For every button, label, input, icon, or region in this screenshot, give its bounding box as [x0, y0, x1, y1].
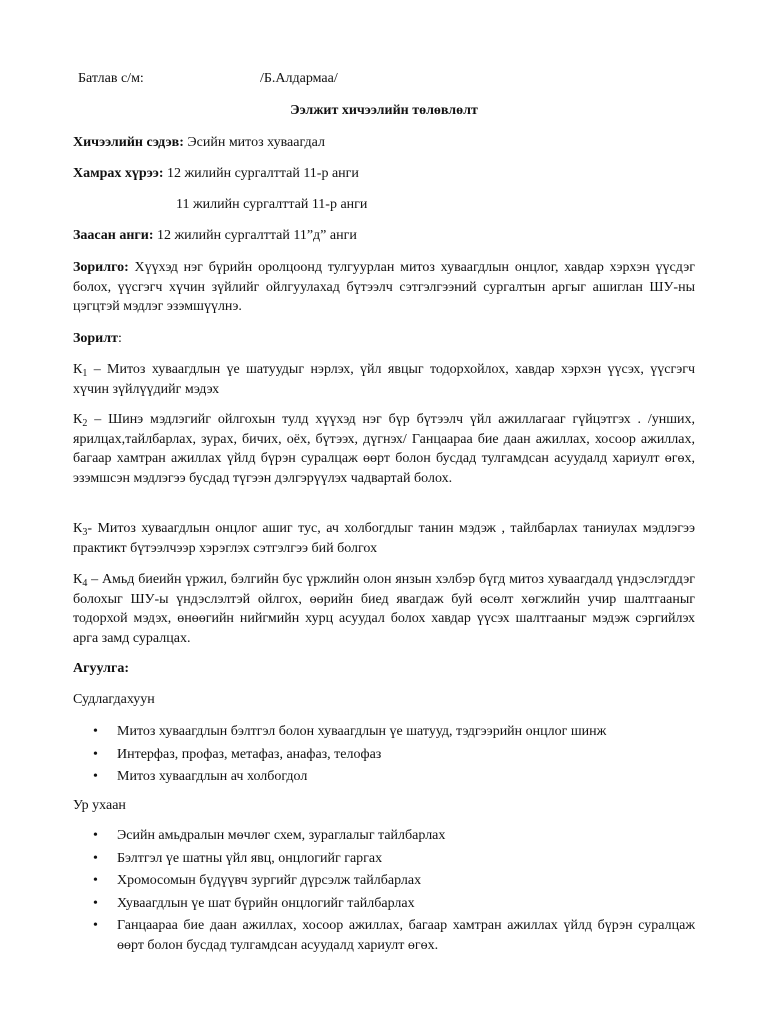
- scope-label: Хамрах хүрээ:: [73, 166, 164, 181]
- skills-label: Ур ухаан: [73, 798, 126, 813]
- list-item: • Интерфаз, профаз, метафаз, анафаз, телофаз: [73, 745, 695, 765]
- goal-paragraph: [73, 258, 695, 317]
- class-line: [73, 226, 695, 246]
- scope-value-2: 11 жилийн сургалттай 11-р анги: [176, 197, 368, 212]
- objective-k: К: [73, 362, 83, 377]
- page-title: Ээлжит хичээлийн төлөвлөлт: [290, 103, 478, 118]
- content-heading: [73, 659, 695, 679]
- approval-line: [78, 69, 678, 89]
- objective-k3: [73, 519, 695, 558]
- list-item: • Эсийн амьдралын мөчлөг схем, зураглалыг тайлбарлах: [73, 826, 695, 846]
- objective-k: К: [73, 412, 83, 427]
- scope-line-2: [176, 195, 367, 215]
- scope-line: [73, 164, 695, 184]
- study-label: Судлагдахуун: [73, 692, 155, 707]
- objective-text: – Амьд биеийн үржил, бэлгийн бус үржлийн олон янзын хэлбэр бүгд митоз хуваагдалд үндэслэгддэг болохыг ШУ-ы үндэслэлтэй ойлгох, өөрийн биед явагдаж буй өсөлт хөгжлийн учир шалтгааныг тодорхой мэдэх, өнөөгийн нийгмийн хурц асуудал болох хавдар үүсэх шалтгааныг мэдэж сэргийлэх арга замд суралцах.: [73, 572, 695, 646]
- objective-k: К: [73, 521, 83, 536]
- class-value: 12 жилийн сургалттай 11”д” анги: [153, 228, 357, 243]
- approval-label: Батлав с/м:: [78, 71, 144, 86]
- list-item: • Хромосомын бүдүүвч зургийг дүрсэлж тайлбарлах: [73, 871, 695, 891]
- scope-value-1: 12 жилийн сургалттай 11-р анги: [163, 166, 359, 181]
- objective-text: – Шинэ мэдлэгийг ойлгохын тулд хүүхэд нэг бүр бүтээлч үйл ажиллагааг гүйцэтгэх . /унших, ярилцах,тайлбарлах, зурах, бичих, оёх, бүтээх, дүгнэх/ Ганцаараа бие даан ажиллах, хосоор ажиллах, багаар хамтран ажиллах үйлд бүрэн суралцаж өөрт болон бусдад тулгамдсан асуудалд хариулт өгөх, эзэмшсэн мэдлэгээ бусдад түгээн дэлгэрүүлэх чадвартай болох.: [73, 412, 695, 486]
- objective-sub: 3: [82, 527, 88, 538]
- content-label: Агуулга:: [73, 661, 129, 676]
- skills-list: [73, 826, 695, 958]
- objectives-label: Зорилт: [73, 331, 118, 346]
- list-item: • Митоз хуваагдлын бэлтгэл болон хуваагдлын үе шатууд, тэдгээрийн онцлог шинж: [73, 722, 695, 742]
- class-label: Заасан анги:: [73, 228, 154, 243]
- objective-text: – Митоз хуваагдлын үе шатуудыг нэрлэх, үйл явцыг тодорхойлох, хавдар хэрхэн үүсэх, үүсгэгч хүчин зүйлүүдийг мэдэх: [73, 362, 695, 397]
- goal-text: Хүүхэд нэг бүрийн оролцоонд тулгуурлан митоз хуваагдлын онцлог, хавдар хэрхэн үүсдэг болох, үүсгэгч хүчин зүйлийг ойлгуулахад бүтээлч сэтгэлгээний сургалтын аргыг ашиглан ШУ-ны цэгцтэй мэдлэг эзэмшүүлнэ.: [73, 260, 695, 314]
- skills-heading: [73, 796, 695, 816]
- topic-line: [73, 133, 695, 153]
- objective-sub: 1: [82, 368, 88, 379]
- topic-label: Хичээлийн сэдэв:: [73, 135, 184, 150]
- list-item: • Бэлтгэл үе шатны үйл явц, онцлогийг гаргах: [73, 849, 695, 869]
- study-heading: [73, 690, 695, 710]
- goal-label: Зорилго:: [73, 260, 129, 275]
- objective-sub: 4: [82, 578, 88, 589]
- study-list: [73, 722, 695, 790]
- list-item: • Хуваагдлын үе шат бүрийн онцлогийг тайлбарлах: [73, 894, 695, 914]
- approver-name: /Б.Алдармаа/: [260, 71, 338, 86]
- objective-k4: [73, 570, 695, 648]
- objective-k: К: [73, 572, 83, 587]
- objectives-heading: [73, 329, 695, 349]
- objectives-colon: :: [117, 331, 122, 346]
- objective-k1: [73, 360, 695, 399]
- objective-sub: 2: [82, 418, 88, 429]
- objective-k2: [73, 410, 695, 488]
- list-item: • Митоз хуваагдлын ач холбогдол: [73, 767, 695, 787]
- list-item: • Ганцаараа бие даан ажиллах, хосоор ажиллах, багаар хамтран ажиллах үйлд бүрэн суралцаж өөрт болон бусдад тулгамдсан асуудалд хариулт өгөх.: [73, 916, 695, 955]
- topic-value: Эсийн митоз хуваагдал: [183, 135, 325, 150]
- objective-text: - Митоз хуваагдлын онцлог ашиг тус, ач холбогдлыг танин мэдэж , тайлбарлах таниулах мэдлэгээ практикт бүтээлчээр хэрэглэх сэтгэлгээ бий болгох: [73, 521, 695, 556]
